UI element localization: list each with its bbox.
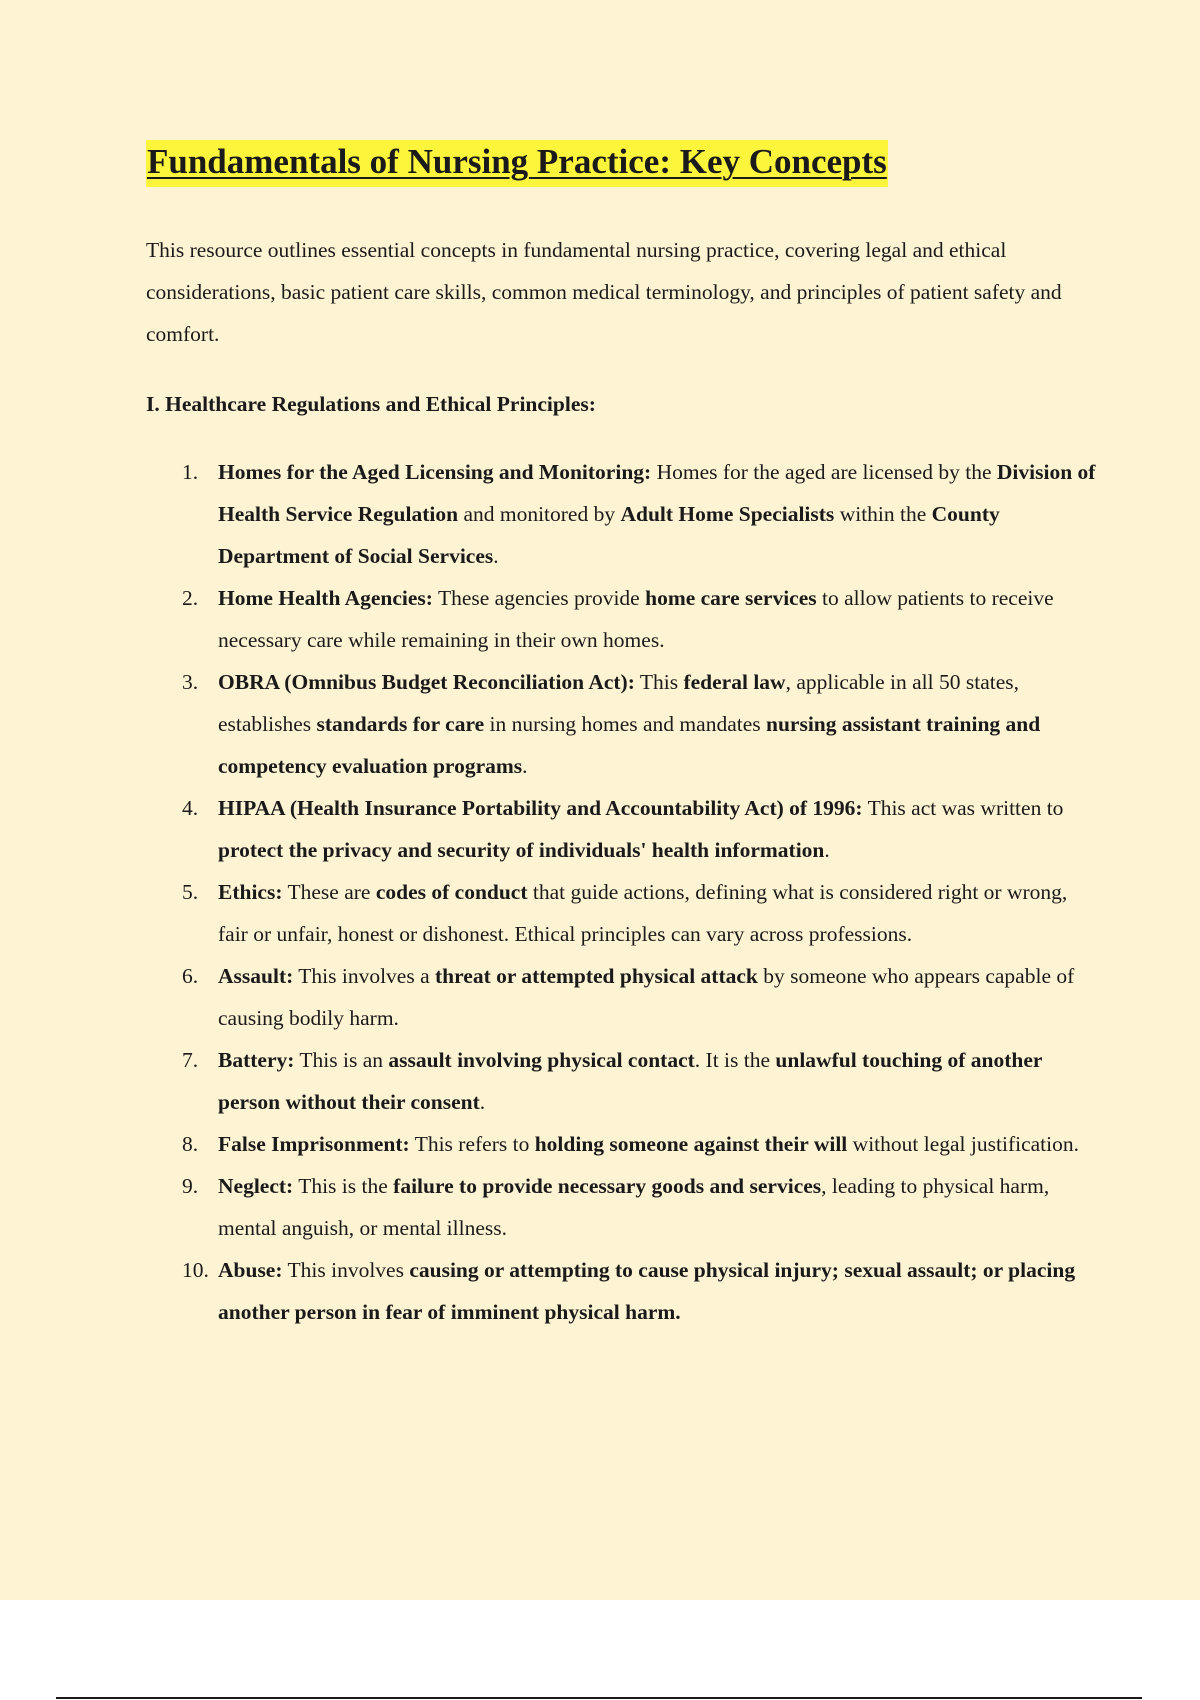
bold-term: Assault: xyxy=(218,964,294,989)
bold-term: nursing assistant training and competency evaluation programs xyxy=(218,712,1041,779)
bold-term: Adult Home Specialists xyxy=(620,502,835,527)
item-text: These are xyxy=(282,880,376,905)
item-text: to allow patients to receive necessary care while remaining in their own homes. xyxy=(218,586,1054,653)
list-item xyxy=(146,1039,1096,1123)
list-item-number: 3. xyxy=(182,670,199,695)
bold-term: federal law xyxy=(683,670,786,695)
concept-list xyxy=(146,451,1096,1333)
bold-term: Division of Health Service Regulation xyxy=(218,460,1096,527)
bold-term: causing or attempting to cause physical injury; sexual assault; or placing another person in fear of imminent physical harm. xyxy=(218,1258,1076,1325)
list-item-number: 5. xyxy=(182,880,199,905)
list-item-number: 8. xyxy=(182,1132,199,1157)
item-text: These agencies provide xyxy=(432,586,646,611)
item-text: This act was written to xyxy=(862,796,1064,821)
list-item-number: 4. xyxy=(182,796,199,821)
list-item-number: 1. xyxy=(182,460,199,485)
item-text: , leading to physical harm, mental anguish, or mental illness. xyxy=(218,1174,1050,1241)
list-item xyxy=(146,1123,1096,1165)
item-text: . xyxy=(493,544,499,569)
bold-term: unlawful touching of another person without their consent xyxy=(218,1048,1043,1115)
bold-term: OBRA (Omnibus Budget Reconciliation Act): xyxy=(218,670,635,695)
bold-term: Home Health Agencies: xyxy=(218,586,433,611)
item-text: Homes for the aged are licensed by the xyxy=(651,460,997,485)
intro-paragraph: This resource outlines essential concepts in fundamental nursing practice, covering legal and ethical considerations, basic patient care skills, common medical terminology, and principles of patient safety and comfort. xyxy=(146,238,1062,347)
item-text: This involves xyxy=(282,1258,410,1283)
list-item-number: 2. xyxy=(182,586,199,611)
list-item xyxy=(146,577,1096,661)
bold-term: False Imprisonment: xyxy=(218,1132,410,1157)
item-text: . xyxy=(522,754,528,779)
section-heading: I. Healthcare Regulations and Ethical Principles: xyxy=(146,392,596,417)
item-text: . xyxy=(479,1090,486,1115)
bold-term: Battery: xyxy=(218,1048,295,1073)
item-text: . xyxy=(824,838,830,863)
bold-term: County Department of Social Services xyxy=(218,502,1000,569)
footer-divider xyxy=(56,1697,1142,1699)
item-text: This is the xyxy=(293,1174,394,1199)
bold-term: home care services xyxy=(645,586,817,611)
bold-term: Homes for the Aged Licensing and Monitoring: xyxy=(218,460,652,485)
item-text: in nursing homes and mandates xyxy=(484,712,766,737)
bold-term: HIPAA (Health Insurance Portability and Accountability Act) of 1996: xyxy=(218,796,863,821)
item-text: This xyxy=(634,670,684,695)
list-item xyxy=(146,871,1096,955)
page-title: Fundamentals of Nursing Practice: Key Concepts xyxy=(146,140,888,187)
bold-term: threat or attempted physical attack xyxy=(435,964,758,989)
list-item-number: 6. xyxy=(182,964,199,989)
item-text: , applicable in all 50 states, establishes xyxy=(218,670,1020,737)
item-text: without legal justification. xyxy=(847,1132,1079,1157)
item-text: and monitored by xyxy=(458,502,621,527)
bold-term: codes of conduct xyxy=(375,880,528,905)
item-text: This involves a xyxy=(293,964,435,989)
item-text: . It is the xyxy=(694,1048,776,1073)
bold-term: Neglect: xyxy=(218,1174,294,1199)
item-text: within the xyxy=(834,502,932,527)
document-content xyxy=(146,140,1096,1333)
item-text: This refers to xyxy=(409,1132,535,1157)
bold-term: holding someone against their will xyxy=(534,1132,848,1157)
bold-term: standards for care xyxy=(316,712,485,737)
list-item xyxy=(146,1249,1096,1333)
list-item xyxy=(146,787,1096,871)
bold-term: Ethics: xyxy=(218,880,283,905)
item-text: that guide actions, defining what is considered right or wrong, fair or unfair, honest or dishonest. Ethical principles can vary across professions. xyxy=(218,880,1068,947)
item-text: This is an xyxy=(294,1048,389,1073)
list-item xyxy=(146,955,1096,1039)
bold-term: assault involving physical contact xyxy=(388,1048,695,1073)
item-text: by someone who appears capable of causing bodily harm. xyxy=(218,964,1075,1031)
list-item xyxy=(146,451,1096,577)
list-item-number: 9. xyxy=(182,1174,199,1199)
list-item-number: 7. xyxy=(182,1048,199,1073)
list-item xyxy=(146,1165,1096,1249)
bold-term: failure to provide necessary goods and services xyxy=(393,1174,822,1199)
list-item-number: 10. xyxy=(182,1258,209,1283)
list-item xyxy=(146,661,1096,787)
bold-term: protect the privacy and security of individuals' health information xyxy=(218,838,825,863)
bold-term: Abuse: xyxy=(218,1258,283,1283)
